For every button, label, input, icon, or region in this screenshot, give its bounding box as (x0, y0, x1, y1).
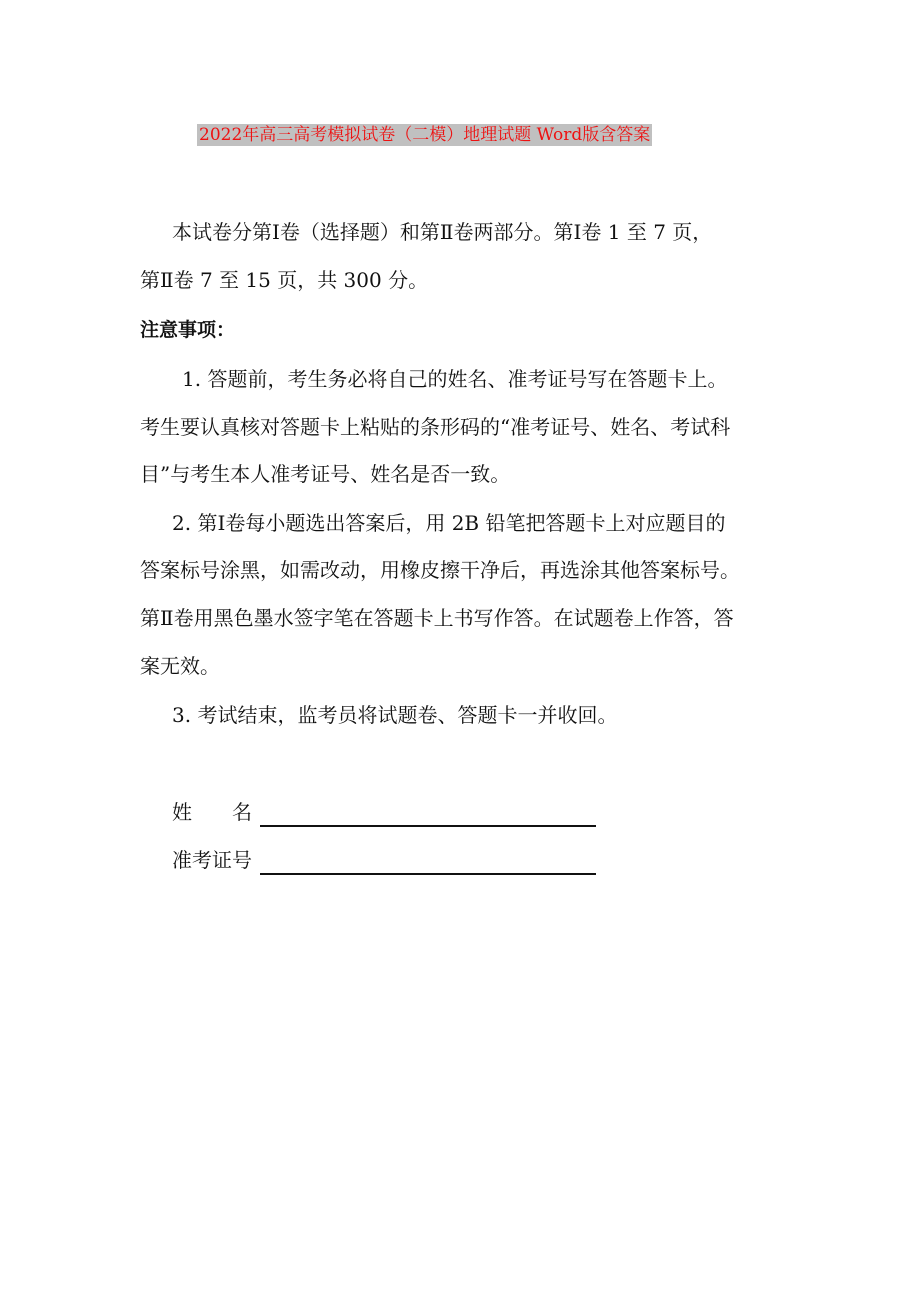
exam-id-field-label: 准考证号 (172, 848, 252, 872)
note-3-line-1: 3. 考试结束，监考员将试题卷、答题卡一并收回。 (172, 703, 618, 727)
intro-line-1: 本试卷分第Ⅰ卷（选择题）和第Ⅱ卷两部分。第Ⅰ卷 1 至 7 页， (172, 220, 713, 244)
note-2-line-3: 第Ⅱ卷用黑色墨水签字笔在答题卡上书写作答。在试题卷上作答，答 (140, 606, 734, 630)
note-2-line-4: 案无效。 (140, 654, 220, 678)
name-field-label: 姓 名 (172, 800, 252, 824)
exam-id-field (172, 845, 596, 875)
note-1-line-2: 考生要认真核对答题卡上粘贴的条形码的“准考证号、姓名、考试科 (140, 415, 731, 439)
note-2-line-2: 答案标号涂黑，如需改动，用橡皮擦干净后，再选涂其他答案标号。 (140, 558, 740, 582)
intro-line-2: 第Ⅱ卷 7 至 15 页，共 300 分。 (140, 268, 429, 292)
name-field-blank[interactable] (260, 801, 596, 827)
notes-heading: 注意事项： (140, 319, 236, 341)
name-field (172, 797, 596, 827)
note-1-line-1: 1. 答题前，考生务必将自己的姓名、准考证号写在答题卡上。 (182, 367, 728, 391)
note-1-line-3: 目”与考生本人准考证号、姓名是否一致。 (140, 462, 511, 486)
document-title: 2022年高三高考模拟试卷（二模）地理试题 Word版含答案 (199, 125, 651, 145)
exam-id-field-blank[interactable] (260, 849, 596, 875)
note-2-line-1: 2. 第Ⅰ卷每小题选出答案后，用 2B 铅笔把答题卡上对应题目的 (172, 511, 726, 535)
